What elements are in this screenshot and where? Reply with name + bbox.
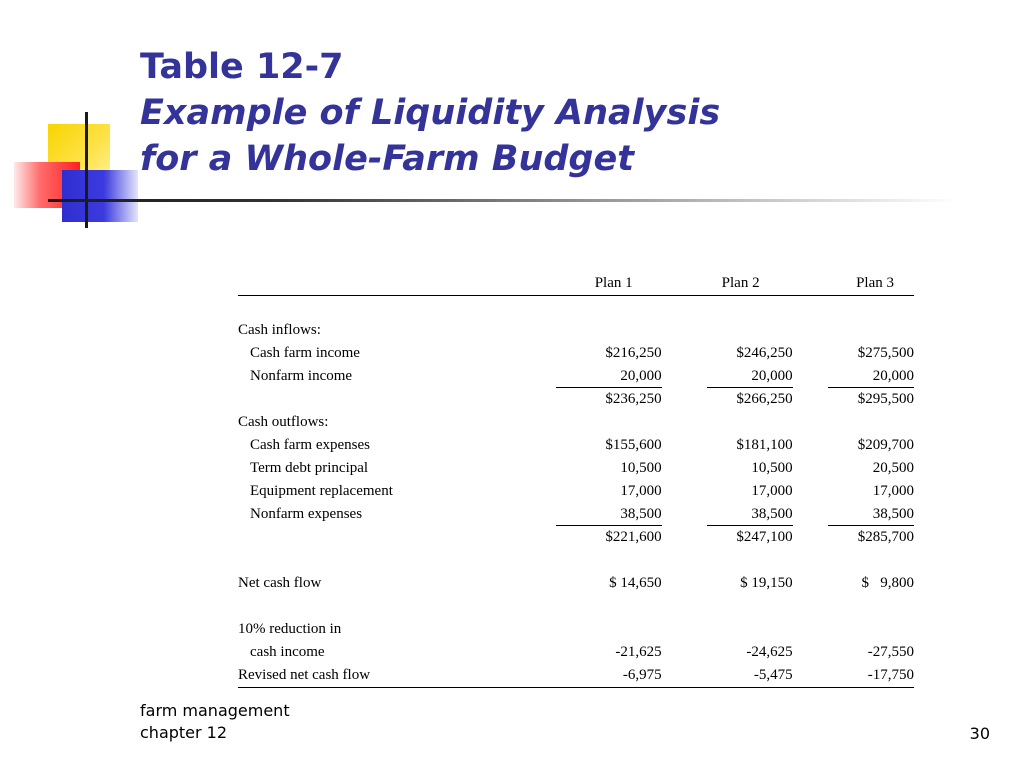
row-label: Nonfarm expenses [250, 506, 363, 522]
table-row [238, 641, 914, 664]
cell-value: 38,500 [662, 503, 793, 526]
section-label-row [238, 411, 914, 434]
title-divider-line [48, 199, 960, 202]
cell-value: $275,500 [857, 345, 914, 361]
cell-value: 38,500 [533, 503, 662, 526]
net-cash-flow-row [238, 572, 914, 595]
cell-value: 20,000 [662, 365, 793, 388]
total-value: $221,600 [605, 529, 662, 545]
title-line-3: for a Whole-Farm Budget [140, 139, 634, 179]
cell-value: $ 19,150 [740, 575, 793, 591]
cell-value: 17,000 [872, 483, 914, 499]
cell-value: $181,100 [736, 437, 793, 453]
total-value: $295,500 [857, 391, 914, 407]
reduction-label: 10% reduction in [238, 621, 342, 637]
total-value: $247,100 [736, 529, 793, 545]
row-label: Equipment replacement [250, 483, 393, 499]
cell-value: $246,250 [736, 345, 793, 361]
liquidity-table [238, 272, 914, 688]
footer-chapter: chapter 12 [140, 723, 228, 742]
logo-blue-square [62, 170, 138, 222]
cash-outflows-label: Cash outflows: [238, 414, 329, 430]
cell-value: -17,750 [793, 664, 914, 688]
cell-value: -21,625 [615, 644, 662, 660]
total-value: $266,250 [736, 391, 793, 407]
section-label-row [238, 319, 914, 342]
total-value: $285,700 [857, 529, 914, 545]
row-label: cash income [250, 644, 325, 660]
page-number: 30 [969, 724, 990, 743]
cell-value: 20,000 [533, 365, 662, 388]
table-row [238, 503, 914, 526]
table-row [238, 434, 914, 457]
table-row [238, 480, 914, 503]
cell-value: 38,500 [793, 503, 914, 526]
revised-net-cash-flow-row [238, 664, 914, 688]
outflows-total-row [238, 526, 914, 549]
inflows-total-row [238, 388, 914, 411]
total-value: $236,250 [605, 391, 662, 407]
column-header-plan-2: Plan 2 [662, 272, 793, 296]
row-label: Net cash flow [238, 575, 322, 591]
row-label: Nonfarm income [250, 368, 353, 384]
cell-value: -27,550 [867, 644, 914, 660]
title-line-1: Table 12-7 [140, 47, 344, 87]
cell-value: $ 14,650 [609, 575, 662, 591]
cell-value: $209,700 [857, 437, 914, 453]
cell-value: $216,250 [605, 345, 662, 361]
cell-value: -6,975 [533, 664, 662, 688]
table-row [238, 342, 914, 365]
cell-value: $ 9,800 [861, 575, 914, 591]
column-header-plan-3: Plan 3 [793, 272, 914, 296]
cell-value: 20,000 [793, 365, 914, 388]
table-row [238, 457, 914, 480]
cell-value: 20,500 [872, 460, 914, 476]
row-label: Term debt principal [250, 460, 369, 476]
cell-value: 10,500 [620, 460, 662, 476]
cell-value: 17,000 [620, 483, 662, 499]
table-row [238, 365, 914, 388]
cell-value: -24,625 [746, 644, 793, 660]
table-header-row [238, 272, 914, 296]
logo-vertical-line [85, 112, 88, 228]
row-label: Cash farm expenses [250, 437, 370, 453]
column-header-plan-1: Plan 1 [533, 272, 662, 296]
cell-value: 17,000 [751, 483, 793, 499]
title-line-2: Example of Liquidity Analysis [140, 93, 721, 133]
cell-value: 10,500 [751, 460, 793, 476]
cell-value: -5,475 [662, 664, 793, 688]
cash-inflows-label: Cash inflows: [238, 322, 321, 338]
row-label: Revised net cash flow [238, 664, 533, 688]
slide-footer [140, 700, 290, 744]
cell-value: $155,600 [605, 437, 662, 453]
section-label-row [238, 618, 914, 641]
slide-title [140, 44, 720, 182]
row-label: Cash farm income [250, 345, 360, 361]
footer-course: farm management [140, 701, 290, 720]
